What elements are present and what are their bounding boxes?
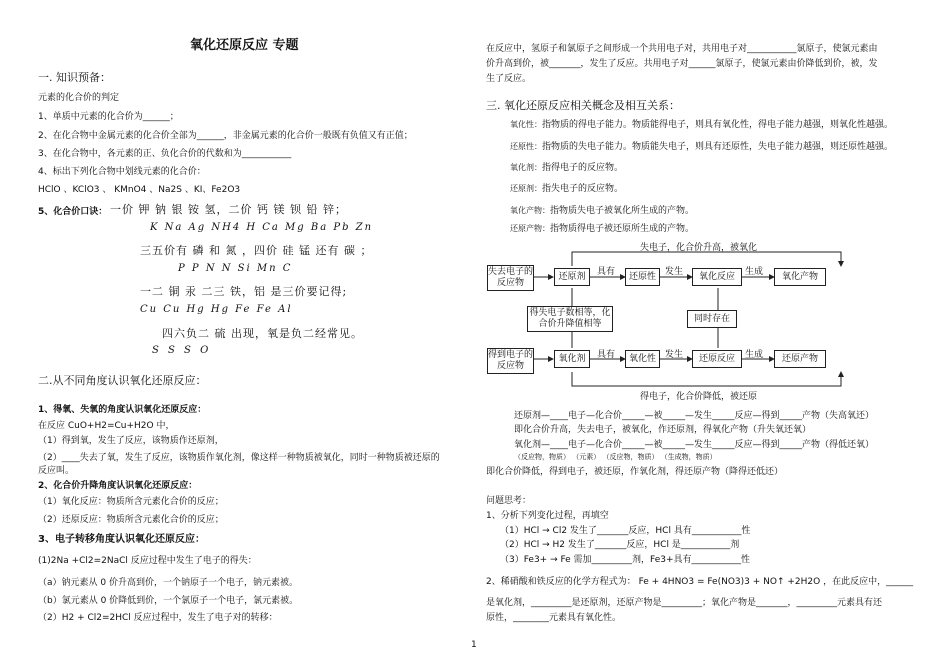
p1-line-3: 生了反应。 <box>486 74 532 84</box>
def-text: 指失电子的反应物。 <box>542 184 624 194</box>
def-term: 氧化产物： <box>510 206 550 215</box>
page-number: 1 <box>471 640 477 650</box>
section-3-title: 三. 氧化还原反应相关概念及相互关系： <box>486 99 680 112</box>
s2-3-a: （a）钠元素从 0 价升高到价，一个钠原子一个电子，钠元素被。 <box>38 578 298 588</box>
summary-line-1: 还原剂—____电子—化合价_____—被_____—发生_____反应—得到_____产物（失高氧还） <box>514 411 875 421</box>
section-1-subtitle: 元素的化合价的判定 <box>38 93 120 103</box>
p1-line-1: 在反应中，氢原子和氯原子之间形成一个共用电子对，共用电子对___________氯原子，使氯元素由 <box>486 44 878 54</box>
label-forms-1: 生成 <box>745 267 764 277</box>
s2-3-title: 3、电子转移角度认识氧化还原反应： <box>38 534 205 545</box>
question-1: 1、分析下列变化过程，再填空 <box>486 511 609 521</box>
def-text: 指物质的得电子能力。物质能得电子，则具有氧化性，得电子能力越强，则氧化性越强。 <box>542 120 894 130</box>
s2-1-a: （1）得到氧，发生了反应，该物质作还原剂， <box>38 436 224 446</box>
def-text: 指得电子的反应物。 <box>542 163 624 173</box>
label-has-1: 具有 <box>597 267 616 277</box>
box-oxidation-product: 氧化产物 <box>774 268 826 286</box>
page-title: 氧化还原反应 专题 <box>190 38 299 53</box>
label-has-2: 具有 <box>597 350 616 360</box>
s2-1-title: 1、得氧、失氧的角度认识氧化还原反应： <box>38 405 207 415</box>
def-term: 氧化性： <box>510 120 542 129</box>
box-lose-electrons: 失去电子的反应物 <box>487 265 534 291</box>
def-text: 指物质的失电子能力。物质能失电子，则具有还原性，失电子能力越强，则还原性越强。 <box>542 142 894 152</box>
q2-text: 2、在化合物中金属元素的化合价全部为______，非金属元素的化合价一般既有负值又有正值； <box>38 131 413 141</box>
s2-3-b: （b）氯元素从 0 价降低到价，一个氯原子一个电子，氯元素被。 <box>38 596 299 606</box>
s2-3-c: （2）H2 + Cl2=2HCl 反应过程中，发生了电子对的转移： <box>38 613 278 623</box>
q1-text: 1、单质中元素的化合价为______； <box>38 112 179 122</box>
section-1-title: 一. 知识预备： <box>38 71 111 84</box>
mnemonic-symbols-1: K Na Ag NH4 H Ca Mg Ba Pb Zn <box>150 222 374 233</box>
question-1c: （3）Fe3+ → Fe 需加_________剂，Fe3+具有___________性 <box>500 555 751 565</box>
box-oxidant: 氧化剂 <box>554 350 590 368</box>
def-text: 指物质失电子被氧化所生成的产物。 <box>550 206 695 216</box>
label-occurs-2: 发生 <box>665 350 684 360</box>
summary-line-5: 即化合价降低，得到电子，被还原，作氧化剂，得还原产物（降得还低还） <box>486 467 784 477</box>
s2-2-b: （2）还原反应：物质所含元素化合价的反应； <box>38 515 224 525</box>
summary-line-2: 即化合价升高，失去电子，被氧化，作还原剂，得氧化产物（升失氧还氧） <box>514 425 812 435</box>
q4-items: HClO 、KClO3 、 KMnO4 、Na2S 、KI、Fe2O3 <box>38 185 241 195</box>
summary-line-3: 氧化剂—____电子—化合价_____—被_____—发生_____反应—得到_____产物（得低还氧） <box>514 440 875 450</box>
s2-2-title: 2、化合价升降角度认识氧化还原反应： <box>38 481 198 491</box>
box-reducibility: 还原性 <box>625 268 660 286</box>
mnemonic-line-1: 一价 钾 钠 银 铵 氢，二价 钙 镁 钡 铅 锌； <box>110 203 347 216</box>
def-text: 指物质得电子被还原所生成的产物。 <box>550 224 695 234</box>
box-oxidizability: 氧化性 <box>625 350 660 368</box>
question-2-line-2: 是氧化剂，_________是还原剂，还原产物是_________；氧化产物是_______，_________元素具有还 <box>486 598 883 608</box>
def-term: 还原剂： <box>510 184 542 193</box>
box-oxidation-reaction: 氧化反应 <box>692 268 742 286</box>
diagram-bottom-label: 得电子，化合价降低，被还原 <box>640 392 758 402</box>
box-electron-equal: 得失电子数相等，化合价升降值相等 <box>527 306 613 332</box>
mnemonic-label: 5、化合价口诀： <box>38 207 108 217</box>
p1-line-2: 价升高到价，被_______，发生了反应。共用电子对______氯原子，使氯元素由价降低到价，被，发 <box>486 59 878 69</box>
q3-text: 3、在化合物中，各元素的正、负化合价的代数和为___________ <box>38 149 292 159</box>
questions-title: 问题思考： <box>486 496 532 506</box>
mnemonic-line-2: 三五价有 磷 和 氮 ，四价 硅 锰 还有 碳 ； <box>140 244 373 257</box>
label-occurs-1: 发生 <box>665 267 684 277</box>
def-term: 还原产物： <box>510 224 550 233</box>
question-1a: （1）HCl → Cl2 发生了_______反应，HCl 具有___________性 <box>500 526 751 536</box>
question-2-line-3: 原性，________元素具有氧化性。 <box>486 613 622 623</box>
box-gain-electrons: 得到电子的反应物 <box>487 348 534 374</box>
q4-text: 4、标出下列化合物中划线元素的化合价： <box>38 167 206 177</box>
mnemonic-symbols-4: S S S O <box>152 345 212 356</box>
s2-2-a: （1）氧化反应：物质所含元素化合价的反应； <box>38 497 224 507</box>
mnemonic-symbols-2: P P N N Si Mn C <box>178 263 293 274</box>
question-2-line-1: 2、稀硝酸和铁反应的化学方程式为： Fe + 4HNO3 = Fe(NO3)3 + NO↑ +2H2O ，在此反应中，______ <box>486 577 914 587</box>
diagram-top-label: 失电子，化合价升高，被氧化 <box>640 243 758 253</box>
box-reduction-reaction: 还原反应 <box>692 350 742 368</box>
def-term: 氧化剂： <box>510 163 542 172</box>
box-reductant: 还原剂 <box>554 268 590 286</box>
box-reduction-product: 还原产物 <box>774 350 826 368</box>
summary-line-4: （反应物，物质） （元素） （反应物，物质） （生成物，物质） <box>514 453 717 461</box>
s2-1-b-cont: 反应叫。 <box>38 466 75 476</box>
s2-3-equation: (1)2Na +Cl2=2NaCl 反应过程中发生了电子的得失： <box>38 556 257 566</box>
mnemonic-symbols-3: Cu Cu Hg Hg Fe Fe Al <box>140 304 293 315</box>
mnemonic-line-3: 一二 铜 汞 二三 铁，铝 是三价要记得; <box>140 285 348 298</box>
s2-1-equation: 在反应 CuO+H2=Cu+H2O 中， <box>38 421 175 431</box>
s2-1-b: （2）____失去了氧，发生了反应，该物质作氧化剂，像这样一种物质被氧化，同时一种物质被还原的 <box>38 453 440 463</box>
box-coexist: 同时存在 <box>687 310 737 328</box>
def-term: 还原性： <box>510 142 542 151</box>
mnemonic-line-4: 四六负二 硫 出现，氧是负二经常见。 <box>162 327 363 340</box>
section-2-title: 二.从不同角度认识氧化还原反应： <box>38 374 207 387</box>
question-1b: （2）HCl → H2 发生了_______反应，HCl 是___________剂 <box>500 540 740 550</box>
label-forms-2: 生成 <box>745 350 764 360</box>
